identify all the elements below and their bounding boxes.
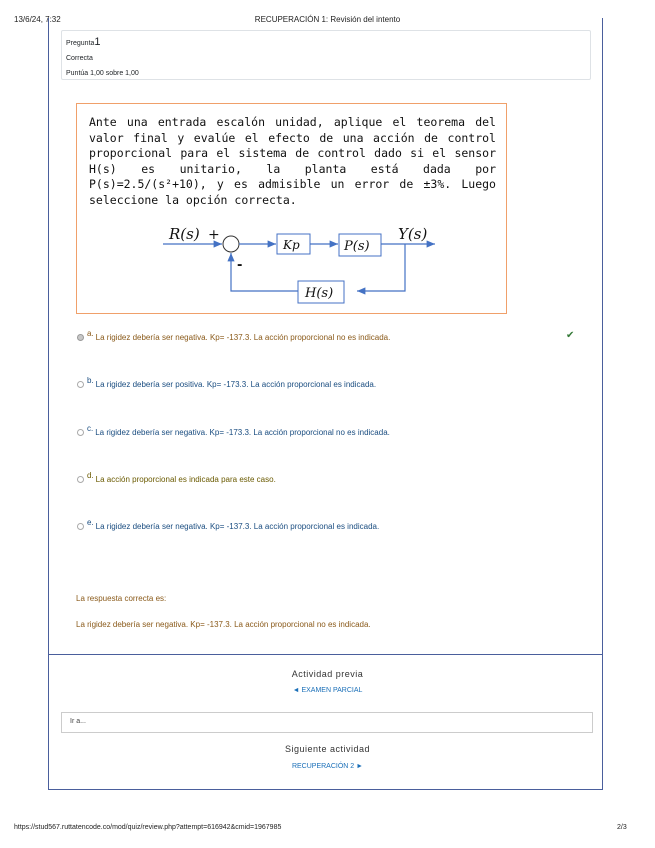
answer-option-d[interactable]: d. La acción proporcional es indicada para este caso. [77,475,276,484]
sensor-label: H(s) [305,286,334,301]
block-diagram [77,214,508,314]
output-label: Y(s) [398,225,428,243]
next-activity-link[interactable]: RECUPERACIÓN 2 ► [291,763,364,770]
controller-label: Kp [283,238,300,252]
answer-option-c[interactable]: c. La rigidez debería ser negativa. Kp= -173.3. La acción proporcional no es indicada. [77,428,390,437]
previous-activity-link[interactable]: ◄ EXAMEN PARCIAL [292,687,363,694]
plant-label: P(s) [344,239,370,254]
radio-b[interactable] [77,381,84,388]
minus-sign: - [237,258,243,273]
section-divider [48,654,603,655]
summing-junction [223,236,239,252]
answer-option-a[interactable]: a. La rigidez debería ser negativa. Kp= -137.3. La acción proporcional no es indicada. [77,333,390,342]
feedback-label: La respuesta correcta es: [76,594,167,603]
radio-d[interactable] [77,476,84,483]
question-score: Puntúa 1,00 sobre 1,00 [66,70,139,77]
question-status: Correcta [66,55,93,62]
page-url: https://stud567.ruttatencode.co/mod/quiz/review.php?attempt=616942&cmid=1967985 [14,824,282,831]
radio-c[interactable] [77,429,84,436]
checkmark-icon: ✔ [566,330,575,341]
next-activity-label: Siguiente actividad [284,744,371,754]
jump-to-select[interactable]: Ir a... [61,712,593,733]
question-content [76,103,507,314]
previous-activity-label: Actividad previa [291,669,364,679]
question-text: Ante una entrada escalón unidad, aplique el teorema del valor final y evalúe el efecto de una acción de control proporcional para el sistema de control dado si el sensor H(s) es unitario, la planta está dada por P(s)=2.5/(s²+10), y es admisible un error de ±3%. Luego seleccione la opción correcta. [89,115,496,207]
answer-option-b[interactable]: b. La rigidez debería ser positiva. Kp= -173.3. La acción proporcional es indicada. [77,380,376,389]
radio-a[interactable] [77,334,84,341]
radio-e[interactable] [77,523,84,530]
page-title: RECUPERACIÓN 1: Revisión del intento [254,15,401,24]
page-number: 2/3 [617,824,627,831]
question-label: Pregunta [66,40,95,47]
question-number: 1 [94,36,101,48]
answer-option-e[interactable]: e. La rigidez debería ser negativa. Kp= -137.3. La acción proporcional es indicada. [77,522,379,531]
input-label: R(s) [169,225,200,243]
plus-sign: + [208,227,220,243]
print-datetime: 13/6/24, 7:32 [14,15,61,24]
question-info [61,30,591,80]
feedback-text: La rigidez debería ser negativa. Kp= -137.3. La acción proporcional no es indicada. [76,620,371,629]
